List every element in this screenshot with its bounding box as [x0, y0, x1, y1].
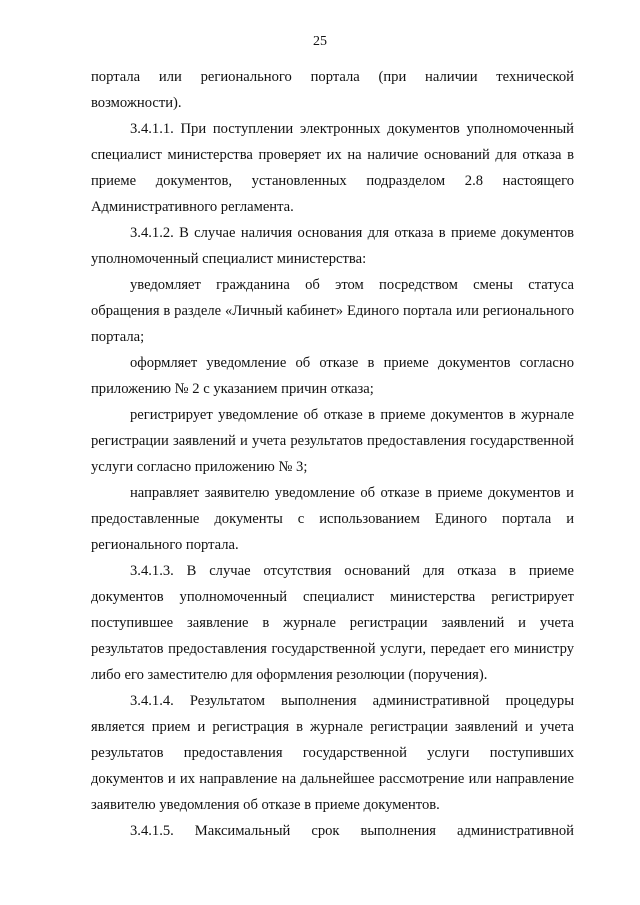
paragraph-send-notice: направляет заявителю уведомление об отказе в приеме документов и предоставленные документы с использованием Единого портала и регионального портала. [91, 485, 574, 553]
paragraph-3-4-1-1: 3.4.1.1. При поступлении электронных документов уполномоченный специалист министерства проверяет их на наличие оснований для отказа в приеме документов, установленных подразделом 2.8 настоящего Административного регламента. [91, 121, 574, 215]
paragraph-3-4-1-4: 3.4.1.4. Результатом выполнения административной процедуры является прием и регистрация в журнале регистрации заявлений и учета результатов предоставления государственной услуги поступивших документов и их направление на дальнейшее рассмотрение или направление заявителю уведомления об отказе в приеме документов. [91, 693, 574, 813]
page-number: 25 [313, 34, 327, 49]
paragraph-register-notice: регистрирует уведомление об отказе в приеме документов в журнале регистрации заявлений и учета результатов предоставления государственной услуги согласно приложению № 3; [91, 407, 574, 475]
paragraph-continuation: портала или регионального портала (при наличии технической возможности). [91, 69, 574, 111]
paragraph-3-4-1-2: 3.4.1.2. В случае наличия основания для отказа в приеме документов уполномоченный специалист министерства: [91, 225, 574, 267]
paragraph-3-4-1-3: 3.4.1.3. В случае отсутствия оснований для отказа в приеме документов уполномоченный специалист министерства регистрирует поступившее заявление в журнале регистрации заявлений и учета результатов предоставления государственной услуги, передает его министру либо его заместителю для оформления резолюции (поручения). [91, 563, 574, 683]
paragraph-notify-citizen: уведомляет гражданина об этом посредством смены статуса обращения в разделе «Личный кабинет» Единого портала или регионального портала; [91, 277, 574, 345]
document-body [91, 64, 574, 844]
paragraph-issue-notice: оформляет уведомление об отказе в приеме документов согласно приложению № 2 с указанием причин отказа; [91, 355, 574, 397]
paragraph-3-4-1-5: 3.4.1.5. Максимальный срок выполнения административной [130, 823, 574, 839]
